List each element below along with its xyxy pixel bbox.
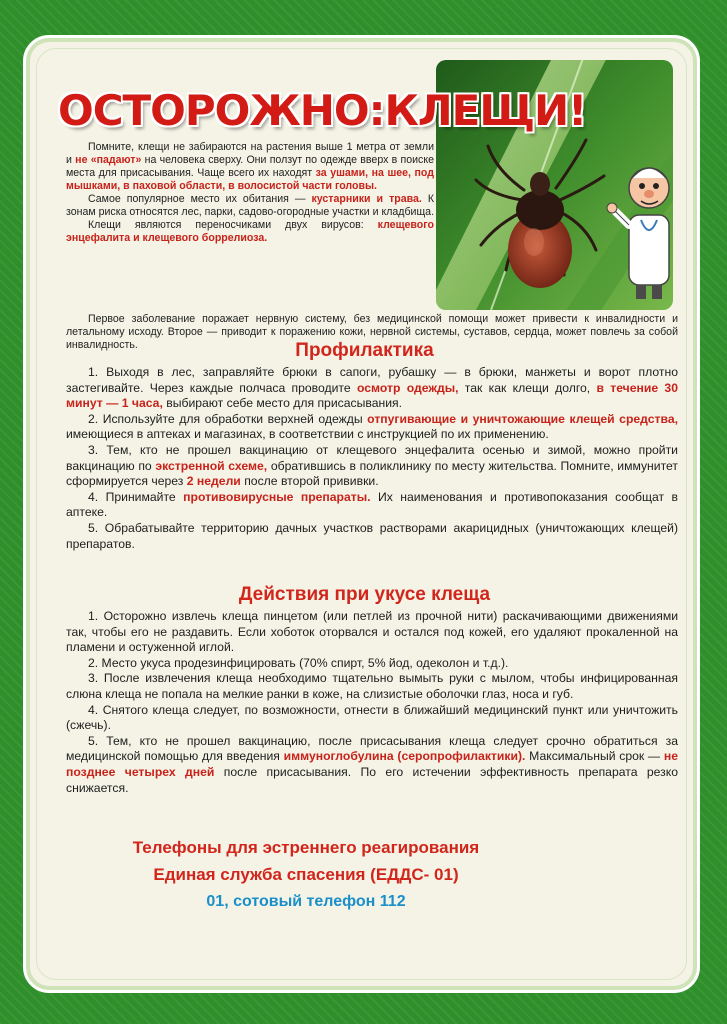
emphasis-text: клещевого энцефалита и клещевого боррелиоза. [66, 219, 434, 244]
emphasis-text: противовирусные препараты. [183, 489, 371, 504]
body-text: Помните, клещи не забираются на растения выше 1 метра от земли и [66, 141, 434, 166]
paragraph [66, 490, 678, 521]
emphasis-text: в течение 30 минут — 1 часа, [66, 380, 678, 411]
body-text: 4. Принимайте [88, 489, 184, 504]
emphasis-text: отпугивающие и уничтожающие клещей средства, [367, 411, 678, 426]
bite-actions-list [66, 609, 678, 796]
emphasis-text: не позднее четырех дней [66, 749, 678, 779]
paragraph [66, 193, 434, 219]
emphasis-text: 2 недели [186, 474, 241, 489]
prevention-heading: Профилактика [295, 340, 434, 361]
emergency-phone-line: 01, сотовый телефон 112 [206, 893, 406, 910]
body-text: 5. Обрабатывайте территорию дачных участков растворами акарицидных (уничтожающих клещей) препаратов. [66, 520, 678, 551]
body-text: 4. Снятого клеща следует, по возможности, отнести в ближайший медицинский пункт или уничтожить (сжечь). [66, 702, 678, 733]
emphasis-text: кустарники и трава. [311, 193, 422, 205]
body-text: выбирают себе место для присасывания. [162, 396, 403, 411]
body-text: Максимальный срок — [525, 749, 664, 764]
emphasis-text: осмотр одежды, [356, 380, 459, 395]
body-text: 3. Тем, кто не прошел вакцинацию от клещевого энцефалита осенью и зимой, можно пройти вакцинацию по [66, 442, 678, 473]
bite-heading: Действия при укусе клеща [238, 584, 491, 605]
paragraph [66, 609, 678, 656]
paragraph [66, 219, 434, 245]
emphasis-text: экстренной схеме, [155, 458, 268, 473]
body-text: Самое популярное место их обитания — [88, 193, 312, 205]
title-part2: КЛЕЩИ! [384, 86, 587, 135]
body-text: Первое заболевание поражает нервную систему, без медицинской помощи может привести к инвалидности и летальному исходу. Второе — приводит к поражению кожи, нервной системы, суставов, сердца, может повлечь за собой инвалидность. [66, 313, 678, 351]
body-text: 5. Тем, кто не прошел вакцинацию, после присасывания клеща следует срочно обратиться за медицинской помощью для введения [66, 733, 678, 764]
intro-text [66, 141, 434, 245]
body-text: на человека сверху. Они ползут по одежде вверх в поиске места для присасывания. Чаще всего их находят [66, 154, 434, 179]
paragraph [66, 521, 678, 552]
paragraph [66, 141, 434, 193]
poster-card [23, 35, 700, 993]
body-text: Их наименования и противопоказания сообщат в аптеке. [66, 489, 678, 520]
body-text: К зонам риска относятся лес, парки, садово-огородные участки и кладбища. [66, 193, 435, 218]
emphasis-text: за ушами, на шее, под мышками, в паховой области, в волосистой части головы. [66, 167, 434, 192]
body-text: 2. Используйте для обработки верхней одежды [88, 411, 368, 426]
paragraph [66, 703, 678, 734]
paragraph [66, 656, 678, 672]
body-text: 3. После извлечения клеща необходимо тщательно вымыть руки с мылом, чтобы инфицированная слюна клеща не попала на мелкие ранки в коже, на слизистые оболочки глаз, носа и губ. [66, 671, 678, 701]
body-text: после присасывания. По его истечении эффективность препарата резко снижается. [66, 764, 678, 795]
paragraph [66, 671, 678, 702]
page-title [58, 86, 587, 135]
body-text: 2. Место укуса продезинфицировать (70% спирт, 5% йод, одеколон и т.д.). [88, 655, 509, 670]
body-text: обратившись в поликлинику по месту жительства. Помните, иммунитет сформируется через [66, 458, 678, 489]
paragraph [66, 412, 678, 443]
paragraph [66, 734, 678, 796]
paragraph [66, 365, 678, 412]
prevention-list [66, 365, 678, 552]
body-text: Клещи являются переносчиками двух вирусов: [88, 219, 378, 231]
body-text: 1. Осторожно извлечь клеща пинцетом (или петлей из прочной нити) раскачивающими движениями так, чтобы его не раздавить. Если хоботок оторвался и остался под кожей, его удаляют прокаленной на пламени и остуженной иглой. [66, 609, 678, 655]
phones-heading: Телефоны для эстреннего реагирования [132, 838, 480, 857]
body-text: 1. Выходя в лес, заправляйте брюки в сапоги, рубашку — в брюки, манжеты и ворот плотно застегивайте. Через каждые полчаса проводите [66, 365, 678, 395]
emphasis-text: иммуноглобулина (серопрофилактики). [283, 749, 526, 764]
title-part1: ОСТОРОЖНО: [58, 86, 385, 135]
emphasis-text: не «падают» [75, 154, 142, 166]
rescue-service-line: Единая служба спасения (ЕДДС- 01) [153, 865, 459, 884]
body-text: после второй прививки. [240, 474, 379, 489]
body-text: так как клещи долго, [458, 380, 597, 395]
paragraph [66, 443, 678, 490]
body-text: имеющиеся в аптеках и магазинах, в соответствии с инструкцией по их применению. [66, 427, 549, 442]
